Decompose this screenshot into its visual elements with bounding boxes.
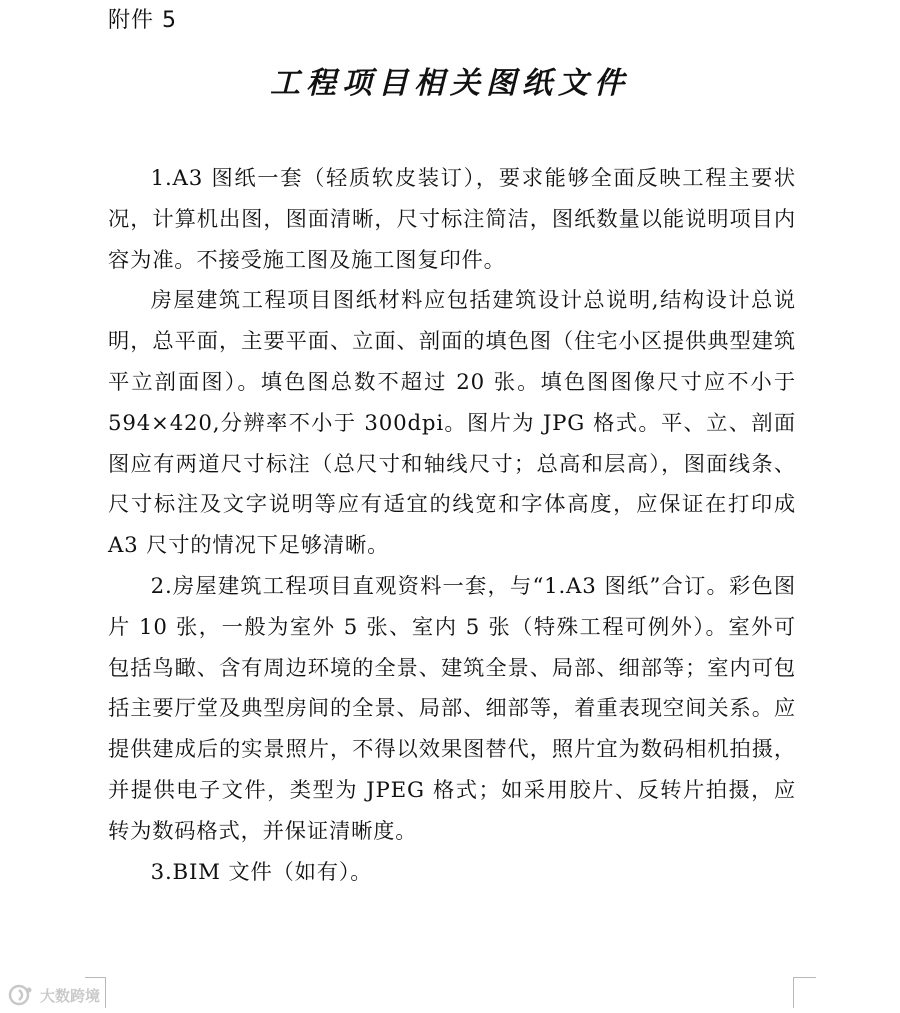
attachment-label: 附件 5 <box>108 8 177 33</box>
brand-logo-icon <box>8 984 34 1006</box>
watermark <box>8 982 100 1008</box>
paragraph-a3-drawings: 1.A3 图纸一套（轻质软皮装订），要求能够全面反映工程主要状况，计算机出图，图面清晰，尺寸标注简洁，图纸数量以能说明项目内容为准。不接受施工图及施工图复印件。 <box>108 166 796 273</box>
watermark-text: 大数跨境 <box>40 986 101 1005</box>
paragraph-bim-files: 3.BIM 文件（如有）。 <box>150 859 373 885</box>
crop-mark-right <box>793 977 816 1008</box>
page-title: 工程项目相关图纸文件 <box>270 66 630 101</box>
paragraph-visual-materials: 2.房屋建筑工程项目直观资料一套，与“1.A3 图纸”合订。彩色图片 10 张，一般为室外 5 张、室内 5 张（特殊工程可例外）。室外可包括鸟瞰、含有周边环境的全景、建筑全景、局部、细部等；室内可包括主要厅堂及典型房间的全景、局部、细部等，着重表现空间关系。应提供建成后的实景照片，不得以效果图替代，照片宜为数码相机拍摄，并提供电子文件，类型为 JPEG 格式；如采用胶片、反转片拍摄，应转为数码格式，并保证清晰度。 <box>108 573 796 844</box>
document-body <box>108 159 796 893</box>
paragraph-drawing-materials: 房屋建筑工程项目图纸材料应包括建筑设计总说明,结构设计总说明，总平面，主要平面、立面、剖面的填色图（住宅小区提供典型建筑平立剖面图）。填色图总数不超过 20 张。填色图图像尺寸应不小于 594×420,分辨率不小于 300dpi。图片为 JPG 格式。平、立、剖面图应有两道尺寸标注（总尺寸和轴线尺寸；总高和层高），图面线条、尺寸标注及文字说明等应有适宜的线宽和字体高度，应保证在打印成 A3 尺寸的情况下足够清晰。 <box>108 288 796 559</box>
